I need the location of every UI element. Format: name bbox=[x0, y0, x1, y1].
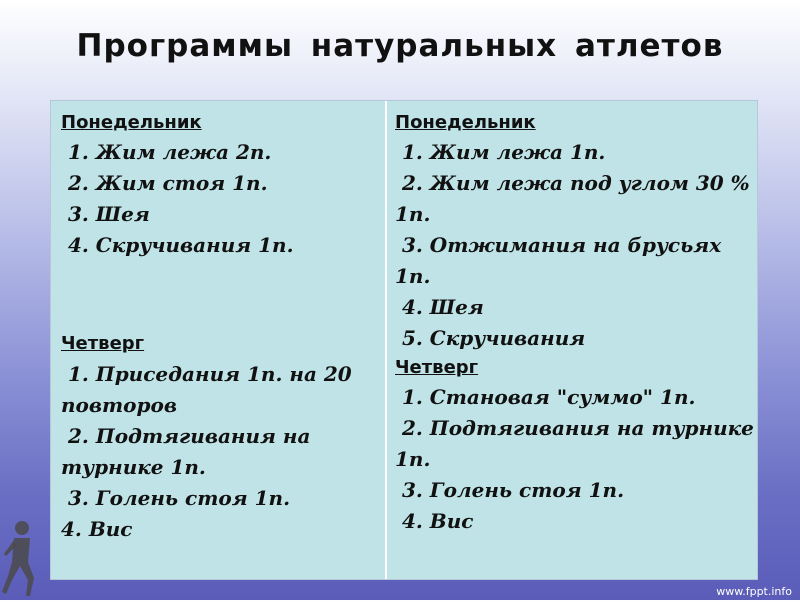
right-monday-heading: Понедельник bbox=[395, 112, 536, 133]
right-thursday-line: 1п. bbox=[395, 447, 431, 471]
left-thursday-line: 2. Подтягивания на bbox=[61, 424, 311, 448]
left-monday-heading: Понедельник bbox=[61, 112, 202, 133]
right-monday-line: 2. Жим лежа под углом 30 % bbox=[395, 171, 750, 195]
left-thursday-line: турнике 1п. bbox=[61, 455, 206, 479]
left-monday-line: 1. Жим лежа 2п. bbox=[61, 140, 272, 164]
right-monday-line: 1п. bbox=[395, 202, 431, 226]
right-monday-line: 1п. bbox=[395, 264, 431, 288]
training-programs-table bbox=[50, 100, 758, 580]
left-monday-line: 2. Жим стоя 1п. bbox=[61, 171, 268, 195]
left-thursday-heading: Четверг bbox=[61, 333, 145, 354]
right-monday-line: 4. Шея bbox=[395, 295, 484, 319]
right-thursday-line: 3. Голень стоя 1п. bbox=[395, 478, 625, 502]
right-monday-line: 3. Отжимания на брусьях bbox=[395, 233, 722, 257]
right-thursday-line: 1. Становая "суммо" 1п. bbox=[395, 385, 696, 409]
right-monday-line: 5. Скручивания bbox=[395, 326, 586, 350]
right-thursday-line: 2. Подтягивания на турнике bbox=[395, 416, 754, 440]
right-monday-line: 1. Жим лежа 1п. bbox=[395, 140, 606, 164]
left-thursday-line: повторов bbox=[61, 393, 177, 417]
left-program-column bbox=[51, 101, 387, 579]
right-program-column bbox=[387, 101, 757, 579]
left-thursday-line: 4. Вис bbox=[61, 517, 133, 541]
left-monday-line: 4. Скручивания 1п. bbox=[61, 233, 294, 257]
left-thursday-line: 1. Приседания 1п. на 20 bbox=[61, 362, 352, 386]
left-thursday-list bbox=[61, 359, 352, 545]
right-thursday-heading: Четверг bbox=[395, 357, 479, 378]
footer-url: www.fppt.info bbox=[716, 585, 792, 598]
slide-title: Программы натуральных атлетов bbox=[76, 28, 724, 64]
left-thursday-line: 3. Голень стоя 1п. bbox=[61, 486, 291, 510]
left-monday-line: 3. Шея bbox=[61, 202, 150, 226]
running-man-silhouette-icon bbox=[0, 518, 42, 598]
right-thursday-line: 4. Вис bbox=[395, 509, 474, 533]
